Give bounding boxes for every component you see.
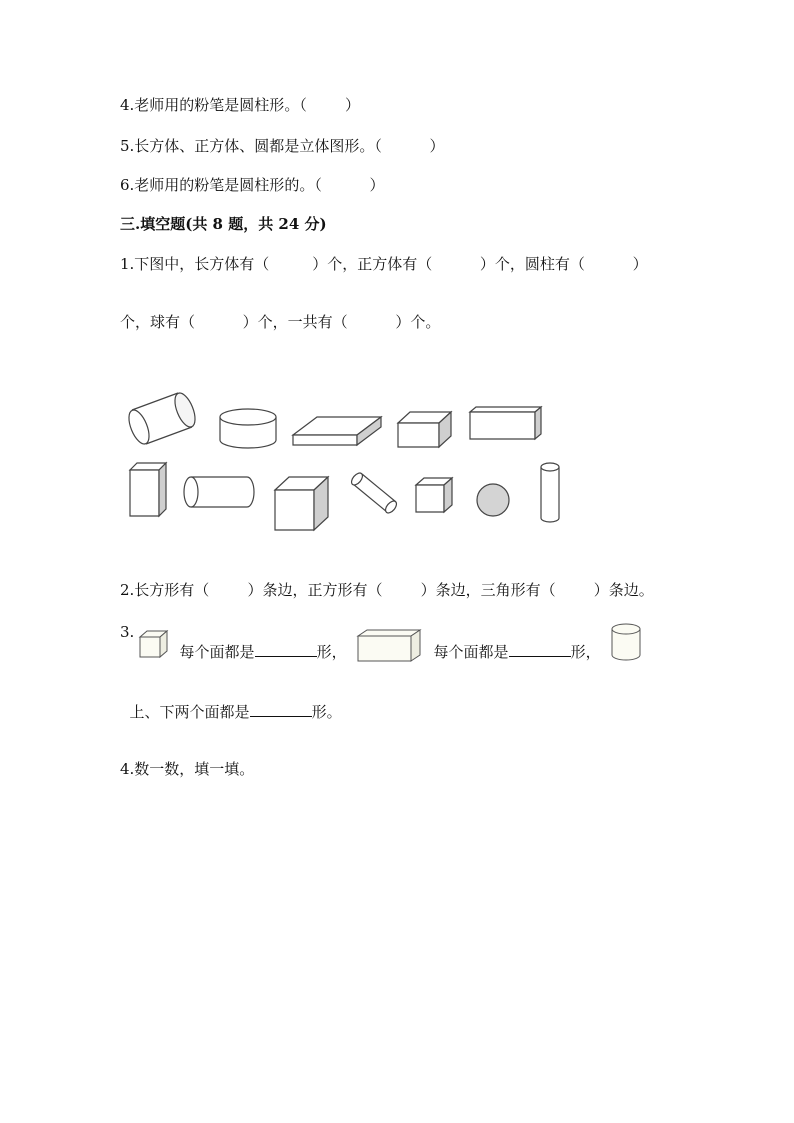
section-title: 三.填空题(共 8 题，共 24 分) — [120, 215, 327, 233]
cuboid-tall-shape — [130, 463, 166, 516]
cylinder-thin-tilted-shape — [349, 471, 398, 515]
q3-line2-end: 形。 — [311, 703, 342, 721]
q3-a-blank[interactable] — [255, 642, 317, 657]
cuboid-flat-shape — [293, 417, 381, 445]
cube-small-shape — [398, 412, 451, 447]
cylinder-short-shape — [220, 409, 276, 448]
cylinder-tilted-shape — [125, 390, 199, 446]
fill-q4: 4.数一数，填一填。 — [120, 760, 255, 778]
fill-q1-line1: 1.下图中，长方体有（ ）个，正方体有（ ）个，圆柱有（ ） — [120, 255, 648, 273]
cube-small-2-shape — [416, 478, 452, 512]
q3-part-a — [170, 622, 347, 662]
q3-b-end: 形， — [570, 643, 601, 661]
fill-q1-line2: 个，球有（ ）个，一共有（ ）个。 — [120, 313, 441, 331]
fill-q2: 2.长方形有（ ）条边，正方形有（ ）条边，三角形有（ ）条边。 — [120, 581, 654, 599]
q3-part-b — [424, 622, 601, 662]
shapes-figure — [120, 385, 580, 535]
cylinder-icon — [609, 621, 643, 663]
cylinder-horizontal-shape — [184, 477, 254, 507]
judgement-q5: 5.长方体、正方体、圆都是立体图形。（ ） — [120, 137, 445, 155]
q3-a-text: 每个面都是 — [179, 643, 255, 661]
q3-line2 — [120, 682, 342, 722]
judgement-q4: 4.老师用的粉笔是圆柱形。（ ） — [120, 96, 360, 114]
cube-large-shape — [275, 477, 328, 530]
small-cube-icon — [138, 628, 170, 660]
q3-b-text: 每个面都是 — [433, 643, 509, 661]
cuboid-icon — [356, 627, 422, 663]
q3-a-end: 形， — [316, 643, 347, 661]
q3-line2-text: 上、下两个面都是 — [129, 703, 250, 721]
sphere-shape — [477, 484, 509, 516]
cuboid-long-shape — [470, 407, 541, 439]
q3-b-blank[interactable] — [509, 642, 571, 657]
q3-c-blank[interactable] — [250, 702, 312, 717]
cylinder-tall-shape — [541, 463, 559, 522]
judgement-q6: 6.老师用的粉笔是圆柱形的。（ ） — [120, 176, 385, 194]
fill-q3-number: 3. — [120, 623, 135, 641]
